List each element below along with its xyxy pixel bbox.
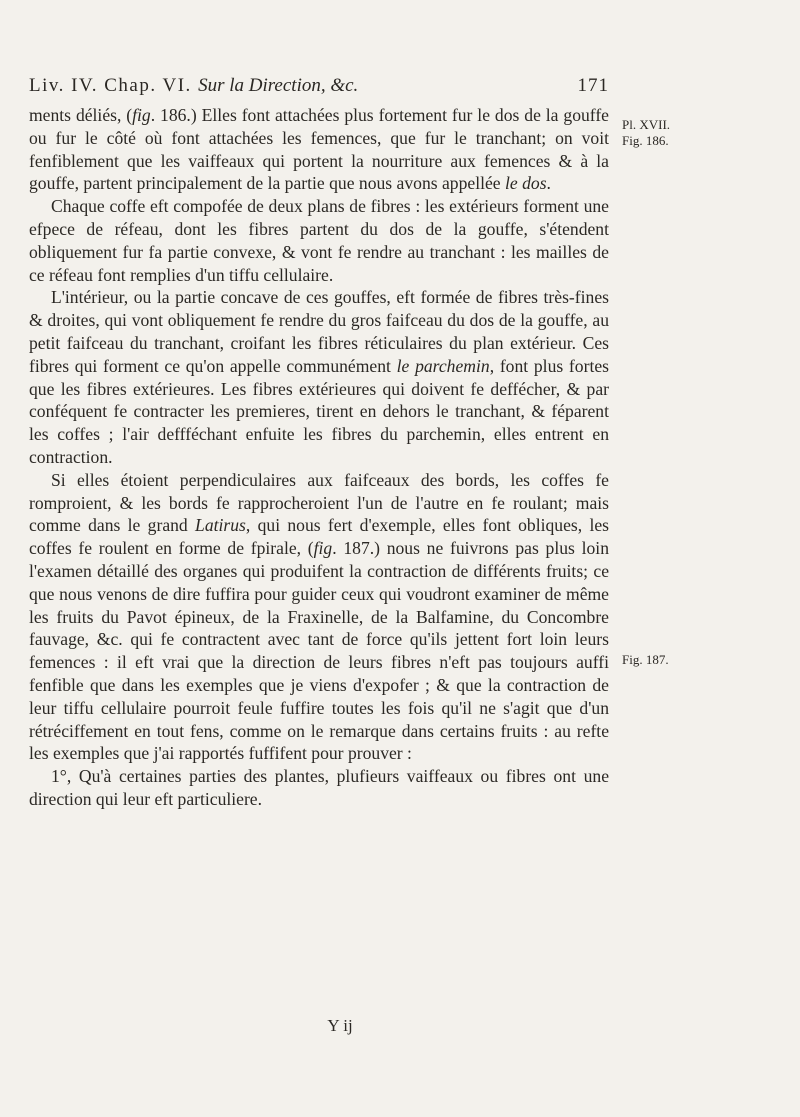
paragraph	[29, 104, 609, 195]
italic-text: le parchemin	[396, 355, 490, 376]
paragraph	[29, 286, 609, 468]
text-run: Chaque coffe eft compofée de deux plans de fibres : les extérieurs forment une efpece de réfeau, dont les fibres partent du dos de la gouffe, s'étendent obliquement fur fa partie convexe, & vont fe rendre au tranchant : les mailles de ce réfeau font remplies d'un tiffu cellulaire.	[29, 196, 609, 285]
italic-text: Latirus	[195, 515, 246, 536]
margin-figure-186: Fig. 186.	[622, 133, 669, 148]
main-text	[29, 104, 609, 811]
italic-text: fig	[132, 105, 151, 125]
italic-text: le dos	[505, 173, 547, 194]
margin-note-fig-187	[622, 652, 669, 668]
text-run: L'intérieur, ou la partie concave de ces gouffes, eft formée de fibres très-fines & droites, qui vont obliquement fe rendre du gros faifceau du dos de la gouffe, au petit faifceau du tranchant, croifant les fibres réticulaires du plan extérieur. Ces fibres qui forment ce qu'on appelle communément	[29, 287, 609, 376]
margin-plate-label: Pl. XVII.	[622, 117, 671, 132]
text-run: .	[546, 173, 551, 194]
text-run: , qui nous fert d'exemple, elles font obliques, les coffes fe roulent en forme de fpirale, (	[29, 515, 609, 559]
page-number: 171	[577, 75, 609, 96]
header-chapter: Liv. IV. Chap. VI.	[29, 75, 192, 96]
signature-mark: Y ij	[327, 1016, 353, 1035]
text-run: ments déliés, (	[29, 105, 133, 125]
text-run: Si elles étoient perpendiculaires aux faifceaux des bords, les coffes fe romproient, & les bords fe rapprocheroient l'un de l'autre en fe roulant; mais comme dans le grand	[29, 469, 609, 536]
header-title: Sur la Direction, &c.	[198, 75, 359, 96]
paragraph	[29, 195, 609, 286]
paragraph	[29, 469, 609, 765]
margin-note-plate-17	[622, 117, 670, 149]
running-header	[29, 75, 609, 97]
margin-figure-187: Fig. 187.	[622, 652, 669, 667]
italic-text: fig	[313, 538, 333, 559]
text-run: , font plus fortes que les fibres extérieures. Les fibres extérieures qui doivent fe deffécher, & par conféquent fe contracter les premieres, tirent en dehors le tranchant, & féparent les coffes ; l'air deffféchant enfuite les fibres du parchemin, elles entrent en contraction.	[29, 355, 609, 467]
text-run: 1°, Qu'à certaines parties des plantes, plufieurs vaiffeaux ou fibres ont une direction qui leur eft particuliere.	[29, 766, 609, 809]
text-run: . 187.) nous ne fuivrons pas plus loin l'examen détaillé des organes qui produifent la contraction de différents fruits; ce que nous venons de dire fuffira pour guider ceux qui voudront examiner de même les fruits du Pavot épineux, de la Fraxinelle, de la Balfamine, du Concombre fauvage, &c. qui fe contractent avec tant de force qu'ils jettent fort loin leurs femences : il eft vrai que la direction de leurs fibres n'eft pas toujours auffi fenfible que dans les exemples que je viens d'expofer ; & que la contraction de leur tiffu cellulaire pourroit feule fuffire toutes les fois qu'il ne s'agit que d'un rétréciffement en tout fens, comme on le remarque dans certains fruits : au refte les exemples que j'ai rapportés fuffifent pour prouver :	[29, 538, 609, 764]
paragraph	[29, 765, 609, 811]
text-run: . 186.) Elles font attachées plus fortement fur le dos de la gouffe ou fur le côté où font attachées les femences, que fur le tranchant; on voit fenfiblement que les vaiffeaux qui portent la nourriture aux femences & à la gouffe, partent principalement de la partie que nous avons appellée	[29, 105, 609, 194]
